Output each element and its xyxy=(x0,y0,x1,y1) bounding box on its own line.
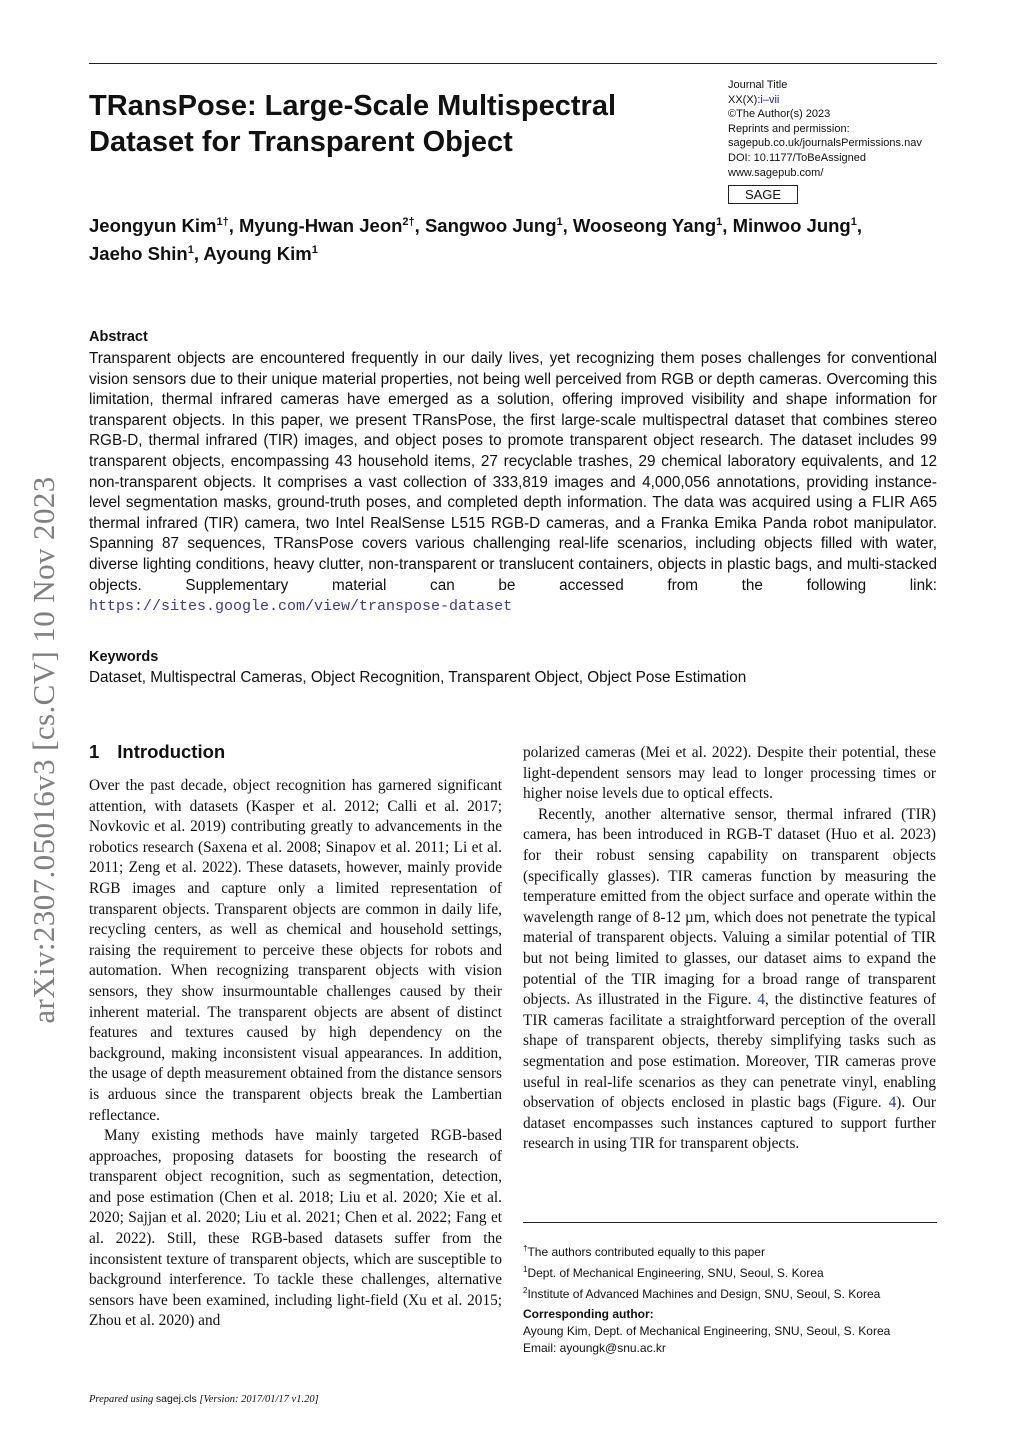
journal-title: Journal Title xyxy=(728,79,788,91)
intro-section-heading: 1 Introduction xyxy=(89,741,226,762)
supplementary-link[interactable]: https://sites.google.com/view/transpose-dataset xyxy=(89,598,513,616)
author: Ayoung Kim$^1$ xyxy=(203,243,318,265)
sagepub-url: www.sagepub.com/ xyxy=(728,166,824,179)
author: Wooseong Yang$^1$ xyxy=(572,215,723,237)
corresponding-heading: Corresponding author: xyxy=(523,1307,654,1321)
page-footer: Prepared using sagej.cls [Version: 2017/01/17 v1.20] xyxy=(89,1393,319,1405)
intro-paragraph: polarized cameras (Mei et al. 2022). Despite their potential, these light-dependent sensors may lead to longer processing times or higher noise levels due to optical effects. xyxy=(523,744,936,803)
author: Sangwoo Jung$^1$ xyxy=(424,215,563,237)
arxiv-identifier-stamp[interactable] xyxy=(14,450,74,1050)
reprints-line: Reprints and permission: xyxy=(728,122,850,135)
intro-paragraph: Over the past decade, object recognition has garnered significant attention, with datasets (Kasper et al. 2012; Calli et al. 2017; Novkovic et al. 2019) contributing greatly to advancements in the robotics research (Saxena et al. 2008; Sinapov et al. 2011; Li et al. 2011; Zeng et al. 2022). These datasets, however, mainly provide RGB images and capture only a limited representation of transparent objects. Transparent objects are common in daily life, recycling centers, as well as chemical and household settings, raising the requirement to perceive these objects for robots and automation. When recognizing transparent objects with vision sensors, they show insurmountable challenges caused by their inherent material. The transparent objects are absent of distinct features and textures caused by high dependency on the background, making inconsistent visual appearances. In addition, the usage of depth measurement obtained from the distance sensors is arduous since the transparent objects break the Lambertian reflectance. xyxy=(89,777,502,1124)
author: Myung-Hwan Jeon$^{2\dagger}$ xyxy=(239,215,415,237)
corresponding-email: Email: ayoungk@snu.ac.kr xyxy=(523,1341,666,1355)
author: Minwoo Jung$^1$ xyxy=(732,215,857,237)
figure-ref-link[interactable]: 4 xyxy=(888,1094,897,1112)
doi-line: DOI: 10.1177/ToBeAssigned xyxy=(728,151,866,164)
right-column xyxy=(523,743,936,1155)
footnote: †The authors contributed equally to this paper xyxy=(523,1244,765,1259)
arxiv-identifier-text: arXiv:2307.05016v3 [cs.CV] 10 Nov 2023 xyxy=(26,476,61,1024)
paper-title: TRansPose: Large-Scale Multispectral Dataset for Transparent Object xyxy=(89,90,616,158)
corresponding-affiliation: Ayoung Kim, Dept. of Mechanical Engineering, SNU, Seoul, S. Korea xyxy=(523,1324,891,1338)
figure-ref-link[interactable]: 4 xyxy=(757,991,765,1009)
author: Jaeho Shin$^1$ xyxy=(89,243,194,265)
author-list: Jeongyun Kim$^{1\dagger}$, Myung-Hwan Jeon$^{2\dagger}$, Sangwoo Jung$^1$, Wooseong Yang$^1$, Minwoo Jung$^1$, Jaeho Shin$^1$, Ayoung Kim$^1$ xyxy=(89,215,863,265)
footnote: $^2$Institute of Advanced Machines and Design, SNU, Seoul, S. Korea xyxy=(523,1286,881,1301)
copyright-line: ©The Author(s) 2023 xyxy=(728,108,831,121)
intro-paragraph: Recently, another alternative sensor, thermal infrared (TIR) camera, has been introduced in RGB-T dataset (Huo et al. 2023) for their robust sensing capability on transparent objects (specifically glasses). TIR cameras function by measuring the temperature emitted from the object surface and operate within the wavelength range of 8-12 µm, which does not penetrate the typical material of transparent objects. Valuing a similar potential of TIR but not being limited to glasses, our dataset aims to expand the potential of the TIR imaging for a broad range of transparent objects. As illustrated in the Figure. 4, the distinctive features of TIR cameras facilitate a straightforward perception of the overall shape of transparent objects, thereby simplifying tasks such as segmentation and pose estimation. Moreover, TIR cameras prove useful in real-life scenarios as they can penetrate vinyl, enabling observation of objects enclosed in plastic bags (Figure. 4). Our dataset encompasses such instances captured to support further research in using TIR for transparent objects. xyxy=(523,805,937,1153)
author: Jeongyun Kim$^{1\dagger}$ xyxy=(89,215,229,237)
permissions-url: sagepub.co.uk/journalsPermissions.nav xyxy=(728,137,922,150)
sage-logo: SAGE xyxy=(728,185,798,204)
page-range-link[interactable]: i–vii xyxy=(760,93,780,106)
footnote-rule xyxy=(523,1222,937,1223)
abstract-heading: Abstract xyxy=(89,329,148,345)
corresponding-author xyxy=(523,1306,943,1357)
journal-volume: XX(X):i–vii xyxy=(728,93,780,106)
abstract-text: Transparent objects are encountered frequently in our daily lives, yet recognizing them poses challenges for conventional vision sensors due to their unique material properties, not being well perceived from RGB or depth cameras. Overcoming this limitation, thermal infrared cameras have emerged as a solution, offering improved visibility and shape information for transparent objects. In this paper, we present TRansPose, the first large-scale multispectral dataset that combines stereo RGB-D, thermal infrared (TIR) images, and object poses to promote transparent object research. The dataset includes 99 transparent objects, encompassing 43 household items, 27 recyclable trashes, 29 chemical laboratory equivalents, and 12 non-transparent objects. It comprises a vast collection of 333,819 images and 4,000,056 annotations, providing instance-level segmentation masks, ground-truth poses, and completed depth information. The data was acquired using a FLIR A65 thermal infrared (TIR) camera, two Intel RealSense L515 RGB-D cameras, and a Franka Emika Panda robot manipulator. Spanning 87 sequences, TRansPose covers various challenging real-life scenarios, including objects filled with water, diverse lighting conditions, heavy clutter, non-transparent or translucent containers, objects in plastic bags, and multi-stacked objects. Supplementary material can be accessed from the following link: https://sites.google.com/view/transpose-dataset xyxy=(89,350,937,616)
journal-info-block xyxy=(728,78,958,180)
footnote: $^1$Dept. of Mechanical Engineering, SNU, Seoul, S. Korea xyxy=(523,1265,824,1280)
intro-paragraph: Many existing methods have mainly targeted RGB-based approaches, proposing datasets for boosting the research of transparent object recognition, such as segmentation, detection, and pose estimation (Chen et al. 2018; Liu et al. 2020; Xie et al. 2020; Sajjan et al. 2020; Liu et al. 2021; Chen et al. 2022; Fang et al. 2022). Still, these RGB-based datasets suffer from the inconsistent texture of transparent objects, which are susceptible to background interference. To tackle these challenges, alternative sensors have been examined, including light-field (Xu et al. 2015; Zhou et al. 2020) and xyxy=(89,1127,502,1330)
top-rule xyxy=(89,63,937,64)
keywords-text: Dataset, Multispectral Cameras, Object Recognition, Transparent Object, Object Pose Estimation xyxy=(89,669,747,686)
footnotes xyxy=(523,1240,943,1303)
keywords-heading: Keywords xyxy=(89,649,159,665)
left-column xyxy=(89,776,502,1332)
